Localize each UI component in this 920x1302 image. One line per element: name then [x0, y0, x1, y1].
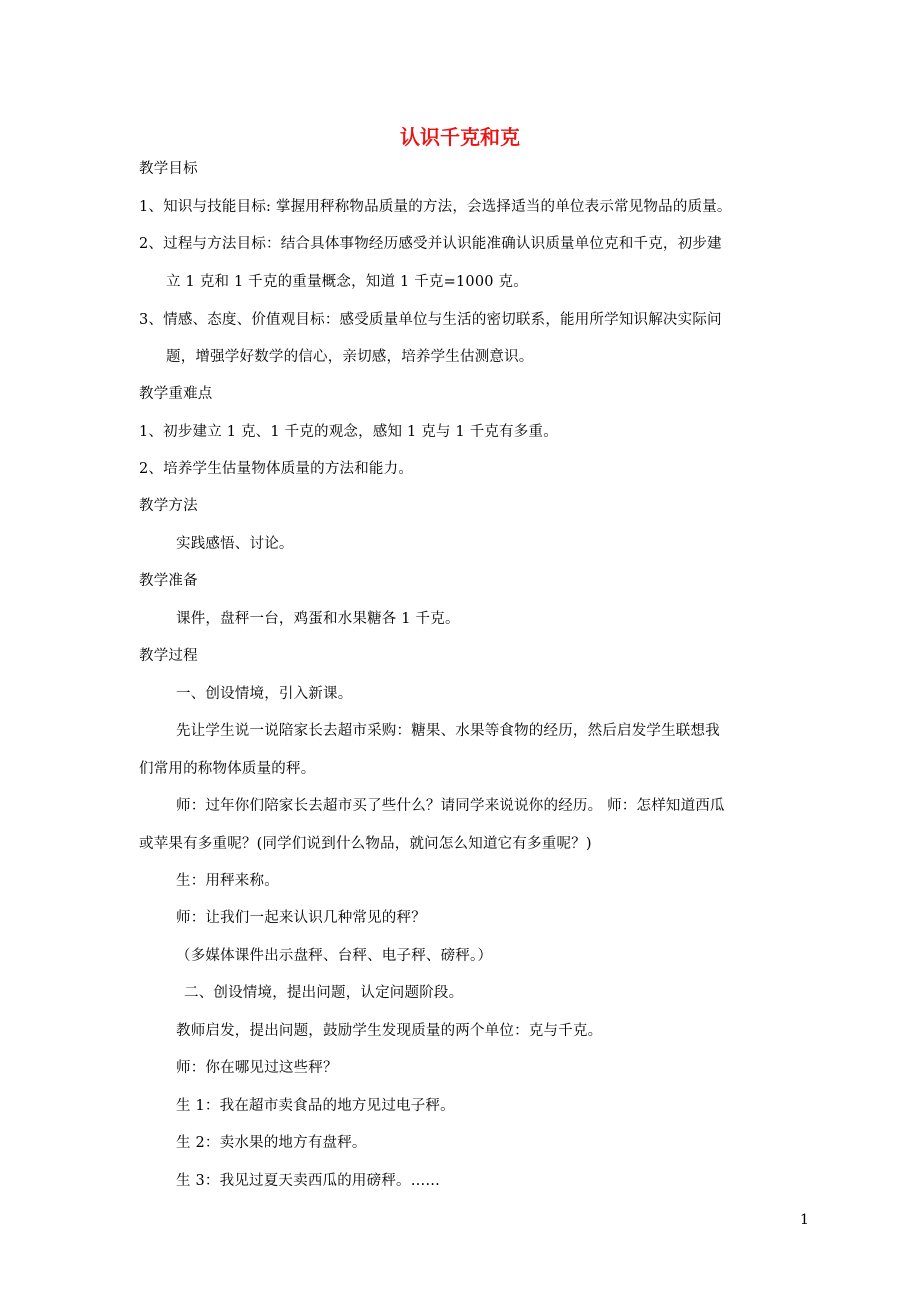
text-line: 们常用的称物体质量的秤。	[139, 761, 316, 777]
text-line: 实践感悟、讨论。	[176, 536, 294, 552]
text-line: 课件，盘秤一台，鸡蛋和水果糖各 1 千克。	[176, 611, 460, 627]
text-line: 1、知识与技能目标: 掌握用秤称物品质量的方法，会选择适当的单位表示常见物品的质量。	[139, 199, 732, 215]
text-line: 教学方法	[139, 498, 198, 514]
text-line: 立 1 克和 1 千克的重量概念，知道 1 千克=1000 克。	[166, 274, 528, 290]
text-line: 师：你在哪见过这些秤？	[176, 1060, 338, 1076]
text-line: 先让学生说一说陪家长去超市采购：糖果、水果等食物的经历，然后启发学生联想我	[176, 723, 720, 739]
text-line: 二、创设情境，提出问题，认定问题阶段。	[184, 985, 464, 1001]
text-line: 或苹果有多重呢？(同学们说到什么物品，就问怎么知道它有多重呢？)	[139, 836, 592, 852]
text-line: 生 1：我在超市卖食品的地方见过电子秤。	[176, 1098, 455, 1114]
text-line: （多媒体课件出示盘秤、台秤、电子秤、磅秤。）	[176, 948, 493, 964]
text-line: 生 2：卖水果的地方有盘秤。	[176, 1135, 367, 1151]
text-line: 1、初步建立 1 克、1 千克的观念，感知 1 克与 1 千克有多重。	[139, 424, 558, 440]
text-line: 教学重难点	[139, 386, 213, 402]
text-line: 题，增强学好数学的信心，亲切感，培养学生估测意识。	[166, 349, 534, 365]
text-line: 生：用秤来称。	[176, 873, 279, 889]
page-number: 1	[800, 1212, 809, 1228]
text-line: 教学目标	[139, 161, 198, 177]
text-line: 一、创设情境，引入新课。	[176, 686, 353, 702]
document-title: 认识千克和克	[400, 125, 520, 149]
text-line: 3、情感、态度、价值观目标：感受质量单位与生活的密切联系，能用所学知识解决实际问	[139, 312, 722, 328]
text-line: 教学准备	[139, 573, 198, 589]
text-line: 2、培养学生估量物体质量的方法和能力。	[139, 461, 414, 477]
text-line: 生 3：我见过夏天卖西瓜的用磅秤。……	[176, 1173, 441, 1189]
text-line: 2、过程与方法目标：结合具体事物经历感受并认识能准确认识质量单位克和千克，初步建	[139, 236, 722, 252]
text-line: 教师启发，提出问题，鼓励学生发现质量的两个单位：克与千克。	[176, 1023, 603, 1039]
text-line: 师：让我们一起来认识几种常见的秤？	[176, 910, 426, 926]
text-line: 教学过程	[139, 648, 198, 664]
text-line: 师：过年你们陪家长去超市买了些什么？请同学来说说你的经历。 师：怎样知道西瓜	[176, 798, 725, 814]
